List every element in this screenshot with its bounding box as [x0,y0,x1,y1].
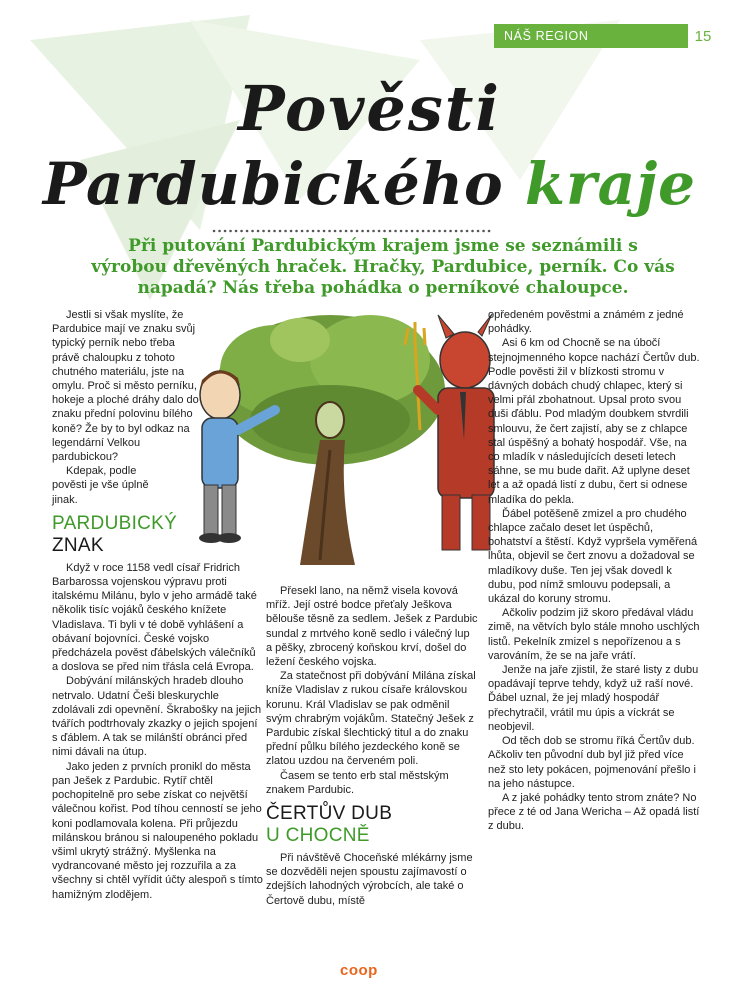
dotted-divider [212,228,494,234]
paragraph: Jestli si však myslíte, že Pardubice mají ve znaku svůj typický perník nebo třeba právě chaloupku z tohoto chutného materiálu, jste na omylu. Proč si město perníku, hokeje a ploché dráhy dalo do znaku přední polovinu bílého koně? Že by to byl odkaz na legendární Velkou pardubickou? [52,309,199,464]
paragraph: A z jaké pohádky tento strom znáte? No přece z té od Jana Wericha – Až opadá listí z dubu. [488,791,700,833]
paragraph: Jako jeden z prvních pronikl do města pan Ješek z Pardubic. Rytíř chtěl pochopitelně pro sebe získat co největší válečnou kořist. Pod tíhou cenností se jeho koni podlamovala kolena. Při průjezdu milánskou bránou si naloupeného pokladu všiml ukrytý strážný. Myšlenka na vydrancované město jej rozzuřila a za všechny si chtěl vyřídit účty alespoň s tímto hamižným zlodějem. [52,760,263,901]
paragraph: Dobývání milánských hradeb dlouho netrvalo. Udatní Češi bleskurychle zdolávali zdi opevnění. Škrabošky na jejich tvářích podtrhovaly zkazky o jejich spojení s ďáblem. A tak se milánští obránci před nimi dávali na útup. [52,675,262,759]
paragraph: Při návštěvě Choceňské mlékárny jsme se dozvěděli nejen spoustu zajímavostí o zdejších lahodných výrobcích, ale také o Čertově dubu, místě [266,852,473,907]
title-word-black: Pardubického [42,150,504,218]
paragraph: Jenže na jaře zjistil, že staré listy z dubu opadávají teprve tehdy, když už raší nové. Ďábel uznal, že jej mladý hospodář přechytračil, vrátil mu úpis a víckrát se neobjevil. [488,664,699,733]
paragraph: opředeném pověstmi a známém z jedné pohádky. [488,309,684,336]
paragraph: Za statečnost při dobývání Milána získal kníže Vladislav z rukou císaře královskou korunu. Král Vladislav se pak odměnil svým chrabrým vojákům. Statečný Ješek z Pardubic získal šlechtický titul a do znaku přední půlku bílého jezdeckého koně se zlatou uzdou na červeném poli. [266,670,476,768]
page-number: 15 [688,24,716,48]
page-title-line-2 [0,150,739,218]
section-header [494,24,716,48]
coop-logo: coop [340,962,378,979]
section-heading-certuv-dub [266,803,478,847]
heading-black: ČERTŮV DUB [266,803,393,825]
paragraph: Kdepak, podle pověsti je vše úplně jinak. [52,465,149,506]
paragraph: Ačkoliv podzim již skoro předával vládu zimě, na větvích bylo stále mnoho uschlých listů. Pekelník zmizel s nepořízenou a s varováním, že se na jaře vrátí. [488,607,700,662]
article-column-1 [52,308,264,902]
paragraph: Časem se tento erb stal městským znakem Pardubic. [266,769,449,796]
title-word-green: kraje [524,150,697,218]
article-column-2 [266,584,478,908]
paragraph: Od těch dob se stromu říká Čertův dub. Ačkoliv ten původní dub byl již před více než sto lety pokácen, pojmenování přešlo i na jeho nástupce. [488,735,696,790]
page-title-line-1: Pověsti [238,72,501,145]
heading-green: U CHOCNĚ [266,825,370,847]
paragraph: Když v roce 1158 vedl císař Fridrich Barbarossa vojenskou výpravu proti italskému Milánu, bylo v jeho armádě také několik tisíc vojáků českého knížete Vladislava. Ti byli v té době vyhlášení a obávaní bojovníci. České vojsko předcházela pověst ďábelských válečníků a doslova se před nim třásla celá Evropa. [52,561,257,674]
section-heading-pardubicky-znak [52,513,264,557]
paragraph: Ďábel potěšeně zmizel a pro chudého chlapce začalo deset let úspěchů, bohatství a štěstí. Když vypršela vyměřená lhůta, objevil se čert znovu a dožadoval se mladíkovy duše. Ten jej však dovedl k dubu, pod nímž smlouvu podepsali, a ukázal do koruny stromu. [488,507,698,606]
article-column-3 [488,308,700,834]
section-label: NÁŠ REGION [504,29,589,43]
heading-green: PARDUBICKÝ [52,512,178,534]
paragraph: Asi 6 km od Chocně se na úbočí stejnojmenného kopce nachází Čertův dub. Podle pověsti žil v blízkosti stromu v dávných dobách chudý chlapec, který si velmi přál zbohatnout. Upsal proto svou duši ďáblu. Pod mladým doubkem stvrdili smlouvu, že čert zajistí, aby se z chlapce stal úspěšný a bohatý hospodář. Vše, na co mladík v následujících deseti letech sáhne, se mu bude dařit. Až uplyne deset let a až opadá listí z dubu, čert si odnese mladíka do pekla. [488,337,700,506]
lead-paragraph: Při putování Pardubickým krajem jsme se seznámili s výrobou dřevěných hraček. Hračky, Pardubice, perník. Co vás napadá? Nás třeba pohádka o perníkové chaloupce. [91,236,675,298]
paragraph: Přesekl lano, na němž visela kovová mříž. Její ostré bodce přeťaly Ješkova běloušе těsně za sedlem. Ješek z Pardubic sundal z mrtvého koně sedlo i válečný lup a pěšky, zbrocený koňskou krví, došel do ležení českého vojska. [266,585,478,669]
heading-black: ZNAK [52,534,104,556]
